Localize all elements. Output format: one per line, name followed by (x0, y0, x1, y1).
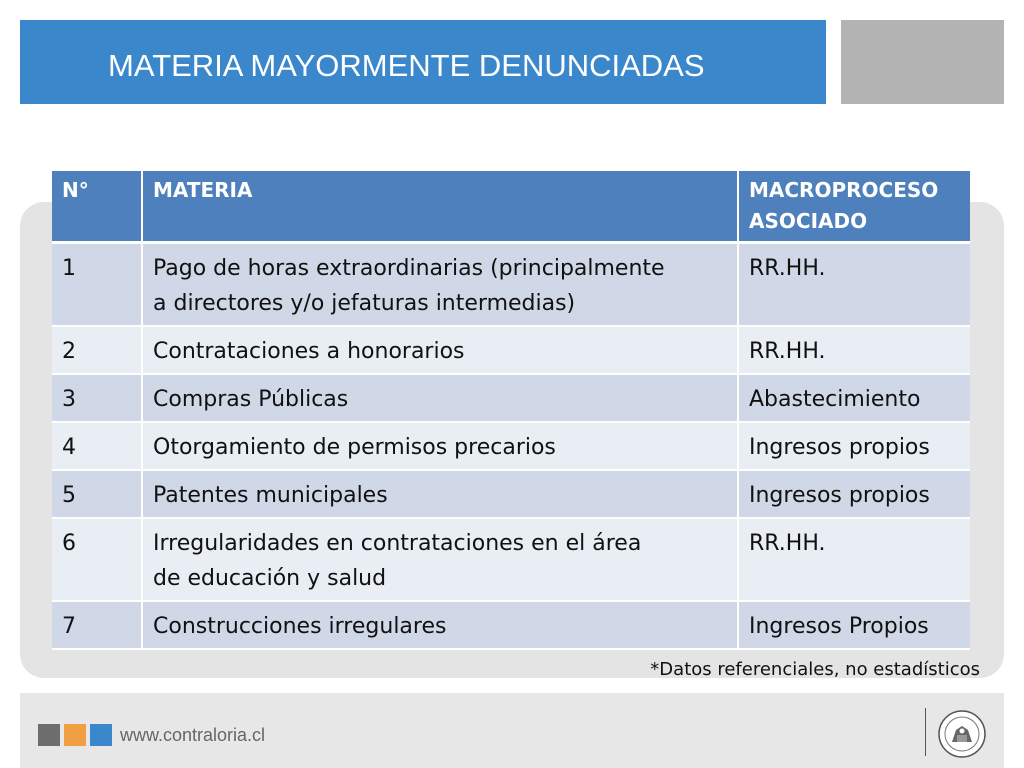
row-materia: Compras Públicas (142, 374, 738, 422)
row-number: 2 (52, 326, 142, 374)
row-materia-line: a directores y/o jefaturas intermedias) (153, 291, 576, 316)
column-header-macroproceso (738, 171, 970, 243)
row-macroproceso: RR.HH. (738, 326, 970, 374)
table-row (52, 326, 970, 374)
denuncias-table (52, 171, 970, 650)
row-macroproceso: Ingresos propios (738, 422, 970, 470)
row-macroproceso: RR.HH. (738, 518, 970, 601)
table-row (52, 422, 970, 470)
row-number: 3 (52, 374, 142, 422)
row-materia: Patentes municipales (142, 470, 738, 518)
title-bar (20, 20, 826, 104)
row-number: 7 (52, 601, 142, 649)
table-row (52, 518, 970, 601)
footer-url-link[interactable]: www.contraloria.cl (120, 725, 266, 745)
table-row (52, 470, 970, 518)
row-materia (142, 518, 738, 601)
column-header-number: N° (52, 171, 142, 243)
page-title: MATERIA MAYORMENTE DENUNCIADAS (108, 48, 705, 83)
footnote: *Datos referenciales, no estadísticos (650, 659, 980, 680)
row-macroproceso: Ingresos Propios (738, 601, 970, 649)
row-materia: Contrataciones a honorarios (142, 326, 738, 374)
row-materia-line: Irregularidades en contrataciones en el área (153, 531, 642, 556)
table-row (52, 243, 970, 327)
footer-square-gray (38, 724, 60, 746)
table-row (52, 601, 970, 649)
row-materia: Construcciones irregulares (142, 601, 738, 649)
footer-square-blue (90, 724, 112, 746)
denuncias-table-container (52, 171, 970, 650)
column-header-materia: MATERIA (142, 171, 738, 243)
row-materia: Otorgamiento de permisos precarios (142, 422, 738, 470)
row-number: 4 (52, 422, 142, 470)
table-header-row (52, 171, 970, 243)
row-number: 5 (52, 470, 142, 518)
table-row (52, 374, 970, 422)
contraloria-seal-icon (937, 709, 987, 759)
row-materia-line: de educación y salud (153, 566, 387, 591)
row-macroproceso: Abastecimiento (738, 374, 970, 422)
row-number: 6 (52, 518, 142, 601)
row-number: 1 (52, 243, 142, 327)
header-gray-block (841, 20, 1004, 104)
row-materia-line: Pago de horas extraordinarias (principalmente (153, 256, 665, 281)
footer-divider (925, 708, 926, 756)
row-macroproceso: Ingresos propios (738, 470, 970, 518)
row-macroproceso: RR.HH. (738, 243, 970, 327)
footer-square-orange (64, 724, 86, 746)
column-header-macroproceso-label: MACROPROCESO ASOCIADO (749, 178, 939, 233)
row-materia (142, 243, 738, 327)
